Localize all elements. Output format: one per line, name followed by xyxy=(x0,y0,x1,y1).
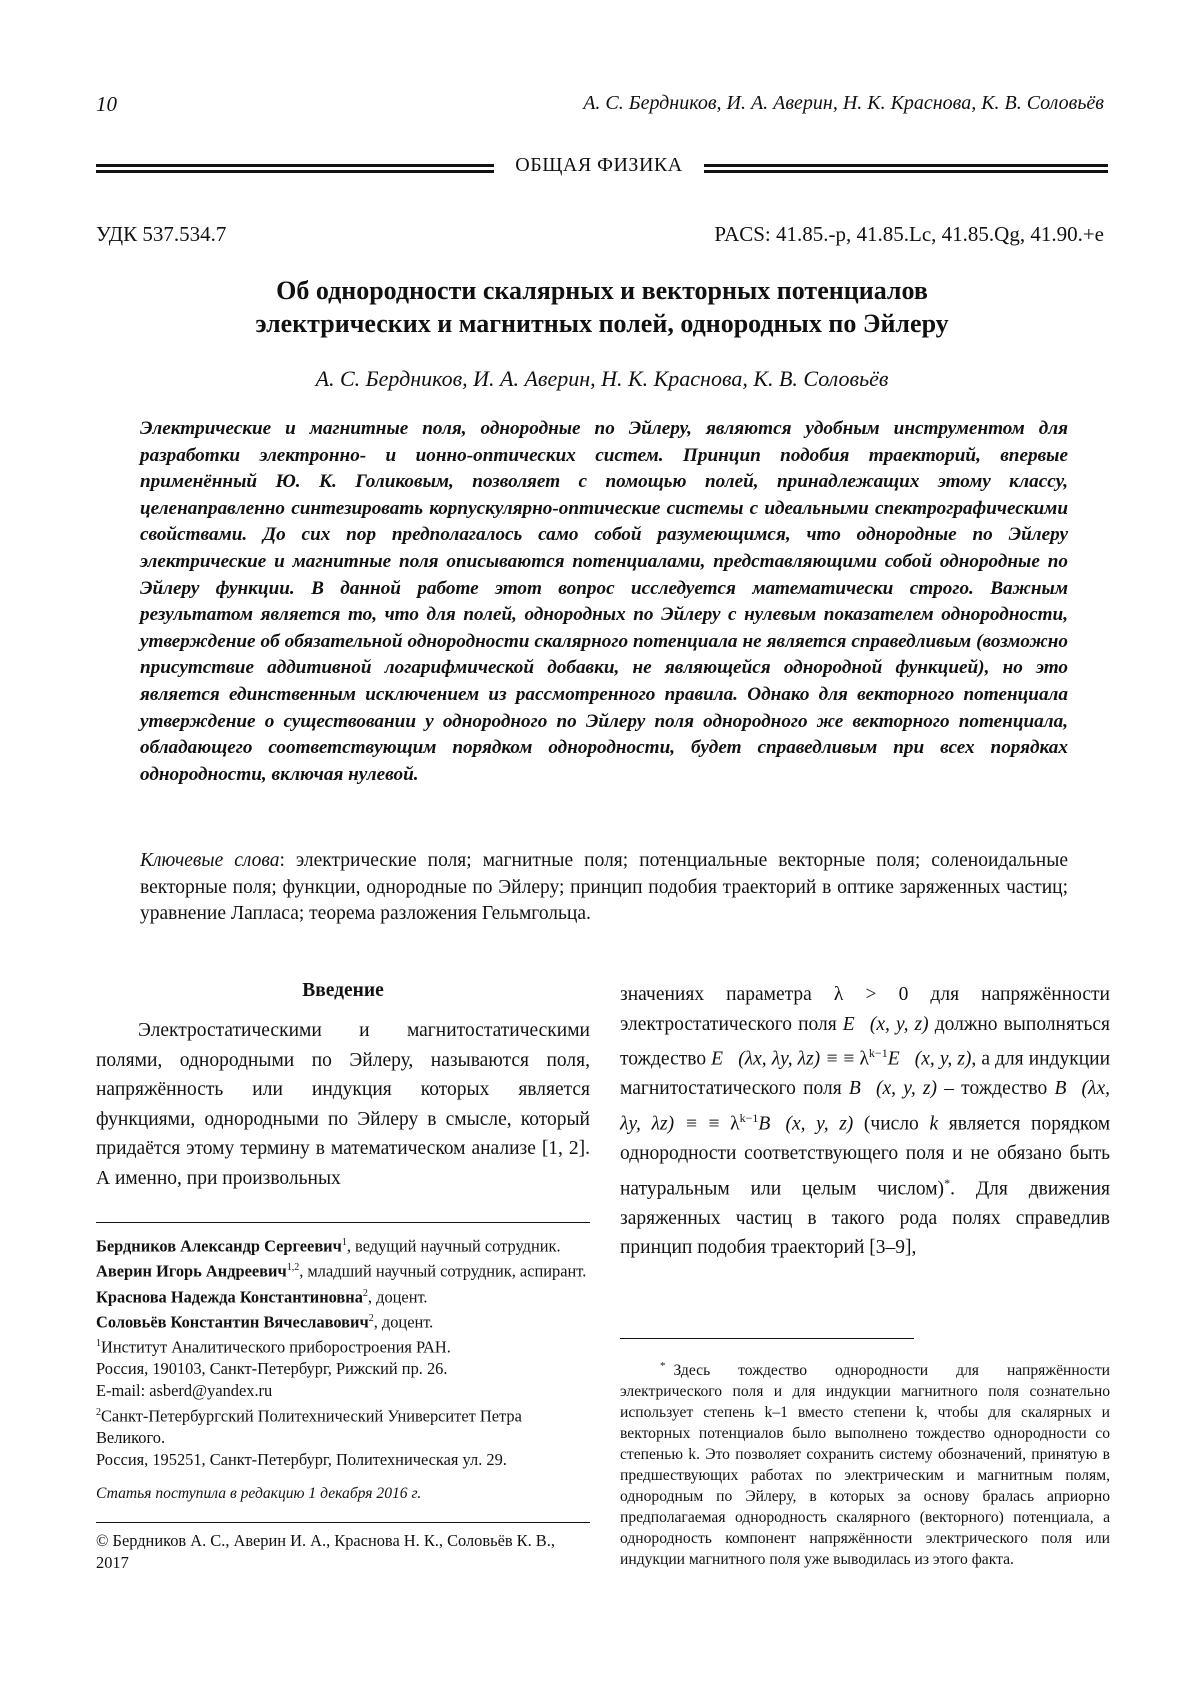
copyright-divider xyxy=(96,1522,590,1523)
footnote-divider-right xyxy=(620,1338,914,1339)
copyright: © Бердников А. С., Аверин И. А., Краснова Н. К., Соловьёв К. В., 2017 xyxy=(96,1531,555,1572)
author-affiliations xyxy=(96,1232,590,1505)
affiliation-author-3 xyxy=(96,1283,590,1308)
formula-e-field-tail: E⃗(x, y, z) xyxy=(887,1048,972,1070)
affil-sup: 1 xyxy=(96,1338,101,1350)
institution-2-address: Россия, 195251, Санкт-Петербург, Политехническая ул. 29. xyxy=(96,1449,507,1469)
author-role: , ведущий научный сотрудник. xyxy=(346,1236,561,1256)
author-name: Соловьёв Константин Вячеславович xyxy=(96,1312,369,1332)
formula-k: k xyxy=(929,1113,939,1135)
keywords-text: : электрические поля; магнитные поля; потенциальные векторные поля; соленоидальные векторные поля; функции, однородные по Эйлеру; принцип подобия траекторий в оптике заряженных частиц; уравнение Лапласа; теорема разложения Гельмгольца. xyxy=(140,850,1068,925)
intro-paragraph-continued xyxy=(620,980,1110,1263)
keywords-label: Ключевые слова xyxy=(140,850,280,871)
text-span: , а для индукции магнитостатического поля xyxy=(620,1048,1111,1100)
text-span: (число xyxy=(863,1113,919,1135)
author-role: , доцент. xyxy=(373,1312,434,1332)
formula-b-field-tail: B⃗(x, y, z) xyxy=(758,1113,854,1135)
text-span: должно выполняться тождество xyxy=(620,1013,1111,1070)
institution-1 xyxy=(96,1333,590,1358)
contact-email[interactable]: E-mail: asberd@yandex.ru xyxy=(96,1381,273,1401)
text-span: . Для движения заряженных частиц в такого рода полях справедлив принцип подобия траекторий [3–9], xyxy=(620,1178,1110,1259)
text-span: значениях параметра λ > 0 для напряжённости электростатического поля xyxy=(620,984,1110,1035)
affil-sup: 1,2 xyxy=(286,1262,300,1274)
formula-exponent: k−1 xyxy=(868,1046,888,1061)
udc-code: УДК 537.534.7 xyxy=(96,222,227,246)
pacs-codes: PACS: 41.85.-p, 41.85.Lc, 41.85.Qg, 41.90.+e xyxy=(714,222,1104,246)
page-number: 10 xyxy=(96,92,117,116)
footnote-mark: * xyxy=(660,1360,666,1372)
affil-sup: 2 xyxy=(368,1312,374,1324)
keywords xyxy=(140,848,1068,928)
text-span: – тождество xyxy=(944,1078,1048,1100)
author-role: , младший научный сотрудник, аспирант. xyxy=(299,1261,587,1281)
column-right xyxy=(620,980,1110,1263)
intro-paragraph: Электростатическими и магнитостатическими полями, однородными по Эйлеру, называются поля, напряжённость или индукция которых является функциями, однородными по Эйлеру в смысле, который придаётся этому термину в математическом анализе [1, 2]. А именно, при произвольных xyxy=(96,1020,590,1189)
text-span: является порядком однородности соответствующего поля и не обязано быть натуральным или целым числом) xyxy=(620,1113,1111,1200)
formula-lambda: ≡ λ xyxy=(708,1113,740,1135)
affil-sup: 2 xyxy=(96,1406,101,1418)
author-role: , доцент. xyxy=(367,1287,428,1306)
affiliation-author-2 xyxy=(96,1257,590,1282)
footnote-ref[interactable]: * xyxy=(944,1175,951,1190)
footnote-text: Здесь тождество однородности для напряжённости электрического поля и для индукции магнитного поля сознательно использует степень k–1 вместо степени k, чтобы для скалярных и векторных потенциалов было выполнено тождество однородности со степенью k. Это позволяет сохранить систему обозначений, принятую в предшествующих работах по электрическим и магнитным полям, однородным по Эйлеру, в которых за основу бралась априорно предполагаемая однородность скалярного (векторного) потенциала, а однородность компонент напряжённости электрического поля или индукции магнитного поля уже выводилась из этого факта. xyxy=(620,1362,1110,1569)
section-label: ОБЩАЯ ФИЗИКА xyxy=(515,154,683,176)
formula-exponent: k−1 xyxy=(739,1110,759,1125)
abstract: Электрические и магнитные поля, однородные по Эйлеру, являются удобным инструментом для разработки электронно- и ионно-оптических систем. Принцип подобия траекторий, впервые применённый Ю. К. Голиковым, позволяет с помощью полей, принадлежащих этому классу, целенаправленно синтезировать корпускулярно-оптические системы с идеальными спектрографическими свойствами. До сих пор предполагалось само собой разумеющимся, что однородные по Эйлеру электрические и магнитные поля описываются потенциалами, представляющими собой однородные по Эйлеру функции. В данной работе этот вопрос исследуется математически строго. Важным результатом является то, что для полей, однородных по Эйлеру с нулевым показателем однородности, утверждение об обязательной однородности скалярного потенциала не является справедливым (возможно присутствие аддитивной логарифмической добавки, не являющейся однородной функцией), но это является единственным исключением из рассмотренного правила. Однако для векторного потенциала утверждение о существовании у однородного по Эйлеру поля однородного же векторного потенциала, обладающего соответствующим порядком однородности, будет справедливым при всех порядках однородности, включая нулевой. xyxy=(140,418,1068,785)
intro-heading: Введение xyxy=(302,980,384,1001)
author-name: Краснова Надежда Константиновна xyxy=(96,1287,363,1306)
section-header xyxy=(96,154,1108,184)
author-name: Бердников Александр Сергеевич xyxy=(96,1236,342,1256)
received-date: Статья поступила в редакцию 1 декабря 2016 г. xyxy=(96,1484,422,1502)
formula-e-lambda: E⃗(λx, λy, λz) ≡ xyxy=(711,1048,839,1070)
paper-title-line-2: электрических и магнитных полей, однородных по Эйлеру xyxy=(255,309,949,338)
author-name: Аверин Игорь Андреевич xyxy=(96,1261,287,1281)
footnote xyxy=(620,1356,1110,1570)
affil-sup: 1 xyxy=(341,1237,347,1248)
paper-title xyxy=(96,274,1108,340)
affiliation-author-1 xyxy=(96,1232,590,1257)
institution-2 xyxy=(96,1402,590,1449)
section-rule-left xyxy=(96,164,494,173)
paper-title-line-1: Об однородности скалярных и векторных потенциалов xyxy=(276,276,928,305)
footnote-divider-left xyxy=(96,1222,590,1223)
institution-name: Институт Аналитического приборостроения РАН. xyxy=(101,1337,451,1357)
formula-lambda: ≡ λ xyxy=(843,1048,869,1070)
formula-e-field: E⃗(x, y, z) xyxy=(842,1013,929,1035)
paper-authors: А. С. Бердников, И. А. Аверин, Н. К. Краснова, К. В. Соловьёв xyxy=(315,366,889,391)
running-head-authors: А. С. Бердников, И. А. Аверин, Н. К. Краснова, К. В. Соловьёв xyxy=(583,92,1104,114)
affil-sup: 2 xyxy=(362,1287,368,1299)
formula-b-field: B⃗(x, y, z) xyxy=(848,1078,937,1100)
affiliation-author-4 xyxy=(96,1308,590,1333)
section-rule-right xyxy=(704,164,1108,173)
column-left xyxy=(96,980,590,1194)
institution-1-address: Россия, 190103, Санкт-Петербург, Рижский пр. 26. xyxy=(96,1359,448,1379)
formula-b-lambda: B⃗(λx, λy, λz) ≡ xyxy=(620,1078,1111,1135)
institution-name: Санкт-Петербургский Политехнический Университет Петра Великого. xyxy=(96,1406,522,1448)
